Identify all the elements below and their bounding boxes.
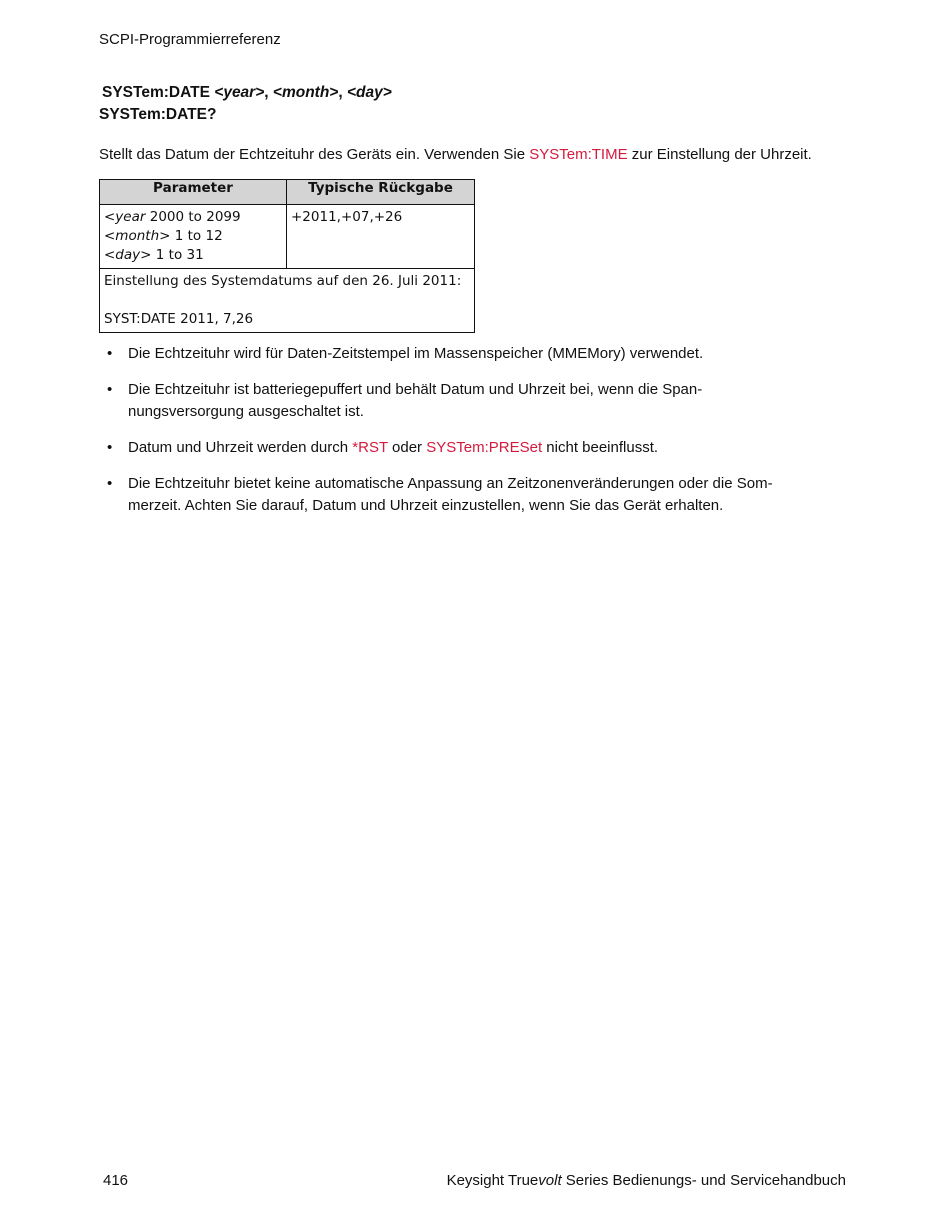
list-item: • Die Echtzeituhr ist batteriegepuffert und behält Datum und Uhrzeit bei, wenn die Span- nungsversorgung ausgeschaltet ist. [107,381,703,420]
list-item: • Datum und Uhrzeit werden durch *RST oder SYSTem:PRESet nicht beeinflusst. [107,437,827,459]
running-head: SCPI-Programmierreferenz [99,31,281,48]
arg-month: <month> [272,84,339,101]
bullet-icon: • [107,381,113,398]
typical-return-cell: +2011,+07,+26 [287,205,475,269]
intro-text-end: zur Einstellung der Uhrzeit. [631,146,812,163]
page-number: 416 [103,1172,129,1189]
command-query: SYSTem:DATE? [99,106,217,123]
bullet-icon: • [107,475,113,492]
param-year: <year 2000 to 2099 [104,209,241,225]
command-name: SYSTem:DATE [102,84,210,101]
bullet-icon: • [107,345,113,362]
footer-title: Keysight Truevolt Series Bedienungs- und Servicehandbuch [446,1172,846,1189]
example-cell [100,269,475,333]
intro-paragraph [99,145,812,165]
bullet-icon: • [107,439,113,456]
command-set-syntax: SYSTem:DATE <year>, <month>, <day> [102,84,392,101]
link-system-preset[interactable]: SYSTem:PRESet [426,439,543,456]
list-item: • Die Echtzeituhr wird für Daten-Zeitstempel im Massenspeicher (MMEMory) verwendet. [107,343,827,365]
link-system-time[interactable]: SYSTem:TIME [529,146,628,163]
param-month: <month> 1 to 12 [104,228,223,244]
header-typical-return: Typische Rückgabe [287,180,475,205]
command-syntax [99,82,392,126]
example-code: SYST:DATE 2011, 7,26 [104,311,254,327]
parameter-cell [100,205,287,269]
parameter-table [99,179,475,333]
param-day: <day> 1 to 31 [104,247,204,263]
list-item: • Die Echtzeituhr bietet keine automatische Anpassung an Zeitzonenveränderungen oder die Som- merzeit. Achten Sie darauf, Datum und Uhrzeit einzustellen, wenn Sie das Gerät erhalten. [107,475,773,514]
arg-day: <day> [346,84,392,101]
header-parameter: Parameter [100,180,287,205]
example-text: Einstellung des Systemdatums auf den 26. Juli 2011: [104,273,462,289]
link-rst[interactable]: *RST [352,439,388,456]
intro-text: Stellt das Datum der Echtzeituhr des Geräts ein. Verwenden Sie [99,146,526,163]
notes-list [107,343,827,531]
arg-year: <year> [214,84,265,101]
